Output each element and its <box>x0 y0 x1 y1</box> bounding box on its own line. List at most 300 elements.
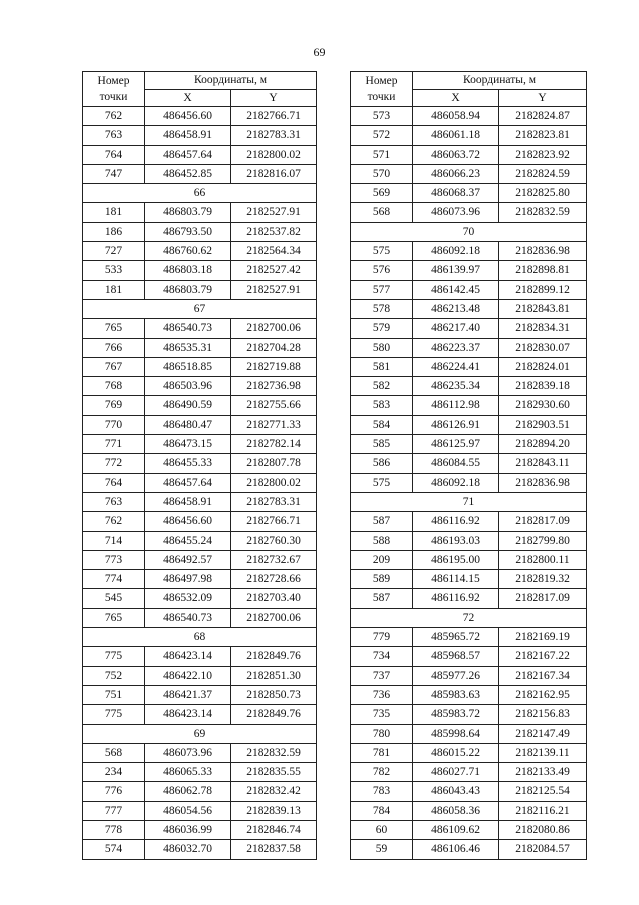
point-number-cell: 586 <box>351 454 413 473</box>
y-coordinate-cell: 2182832.59 <box>231 743 317 762</box>
point-number-cell: 747 <box>83 164 145 183</box>
table-row <box>351 743 587 762</box>
x-coordinate-cell: 486455.24 <box>145 531 231 550</box>
y-coordinate-cell: 2182817.09 <box>499 512 587 531</box>
y-coordinate-cell: 2182817.09 <box>499 589 587 608</box>
point-number-cell: 776 <box>83 782 145 801</box>
point-number-cell: 587 <box>351 589 413 608</box>
y-coordinate-cell: 2182700.06 <box>231 319 317 338</box>
x-coordinate-cell: 486235.34 <box>413 377 499 396</box>
table-row <box>351 840 587 859</box>
x-coordinate-cell: 486193.03 <box>413 531 499 550</box>
y-coordinate-cell: 2182836.98 <box>499 242 587 261</box>
section-row <box>83 299 317 318</box>
table-row <box>351 531 587 550</box>
point-number-cell: 714 <box>83 531 145 550</box>
y-coordinate-cell: 2182899.12 <box>499 280 587 299</box>
point-number-cell: 770 <box>83 415 145 434</box>
y-coordinate-cell: 2182824.01 <box>499 357 587 376</box>
y-coordinate-cell: 2182807.78 <box>231 454 317 473</box>
coordinates-table-right <box>350 71 587 860</box>
y-coordinate-cell: 2182846.74 <box>231 820 317 839</box>
y-coordinate-cell: 2182843.11 <box>499 454 587 473</box>
y-coordinate-cell: 2182084.57 <box>499 840 587 859</box>
table-row <box>83 145 317 164</box>
x-coordinate-cell: 486043.43 <box>413 782 499 801</box>
section-number: 70 <box>351 222 587 241</box>
table-row <box>351 512 587 531</box>
x-coordinate-cell: 486114.15 <box>413 570 499 589</box>
point-number-cell: 584 <box>351 415 413 434</box>
page-number: 69 <box>313 45 326 59</box>
y-coordinate-cell: 2182167.22 <box>499 647 587 666</box>
y-coordinate-cell: 2182169.19 <box>499 628 587 647</box>
table-row <box>351 782 587 801</box>
point-number-cell: 60 <box>351 820 413 839</box>
section-row <box>83 724 317 743</box>
x-coordinate-cell: 486073.96 <box>145 743 231 762</box>
table-row <box>83 743 317 762</box>
y-coordinate-cell: 2182843.81 <box>499 299 587 318</box>
x-coordinate-cell: 486518.85 <box>145 357 231 376</box>
point-number-cell: 766 <box>83 338 145 357</box>
x-coordinate-cell: 486458.91 <box>145 492 231 511</box>
table-row <box>351 377 587 396</box>
point-number-cell: 762 <box>83 512 145 531</box>
x-coordinate-cell: 486065.33 <box>145 763 231 782</box>
section-number: 68 <box>83 628 317 647</box>
y-coordinate-cell: 2182832.42 <box>231 782 317 801</box>
x-coordinate-cell: 486423.14 <box>145 705 231 724</box>
y-coordinate-cell: 2182537.82 <box>231 222 317 241</box>
x-coordinate-cell: 486195.00 <box>413 550 499 569</box>
point-number-cell: 583 <box>351 396 413 415</box>
table-row <box>351 184 587 203</box>
y-coordinate-cell: 2182782.14 <box>231 435 317 454</box>
y-coordinate-cell: 2182732.67 <box>231 550 317 569</box>
section-number: 66 <box>83 184 317 203</box>
x-coordinate-cell: 486455.33 <box>145 454 231 473</box>
point-number-cell: 186 <box>83 222 145 241</box>
y-coordinate-cell: 2182800.02 <box>231 473 317 492</box>
x-coordinate-cell: 486217.40 <box>413 319 499 338</box>
point-number-cell: 737 <box>351 666 413 685</box>
x-coordinate-cell: 486073.96 <box>413 203 499 222</box>
x-coordinate-cell: 486803.79 <box>145 280 231 299</box>
table-row <box>83 377 317 396</box>
table-row <box>351 357 587 376</box>
x-coordinate-cell: 486092.18 <box>413 242 499 261</box>
section-number: 67 <box>83 299 317 318</box>
x-coordinate-cell: 486126.91 <box>413 415 499 434</box>
point-number-cell: 572 <box>351 126 413 145</box>
table-row <box>83 492 317 511</box>
y-coordinate-cell: 2182766.71 <box>231 107 317 126</box>
point-number-cell: 775 <box>83 705 145 724</box>
x-coordinate-cell: 486015.22 <box>413 743 499 762</box>
point-number-cell: 571 <box>351 145 413 164</box>
y-coordinate-cell: 2182930.60 <box>499 396 587 415</box>
table-row <box>351 763 587 782</box>
y-coordinate-cell: 2182800.11 <box>499 550 587 569</box>
section-row <box>351 608 587 627</box>
section-number: 69 <box>83 724 317 743</box>
x-coordinate-cell: 486540.73 <box>145 319 231 338</box>
x-coordinate-cell: 486032.70 <box>145 840 231 859</box>
section-row <box>83 628 317 647</box>
y-coordinate-cell: 2182894.20 <box>499 435 587 454</box>
point-number-cell: 736 <box>351 685 413 704</box>
table-row <box>351 724 587 743</box>
coordinates-header: Координаты, м <box>145 72 317 90</box>
y-coordinate-cell: 2182147.49 <box>499 724 587 743</box>
y-coordinate-cell: 2182824.59 <box>499 164 587 183</box>
table-row <box>83 531 317 550</box>
x-coordinate-cell: 486492.57 <box>145 550 231 569</box>
x-coordinate-cell: 486061.18 <box>413 126 499 145</box>
y-coordinate-cell: 2182719.88 <box>231 357 317 376</box>
point-number-cell: 780 <box>351 724 413 743</box>
point-number-cell: 533 <box>83 261 145 280</box>
table-row <box>351 570 587 589</box>
y-coordinate-cell: 2182760.30 <box>231 531 317 550</box>
table-row <box>83 126 317 145</box>
y-coordinate-cell: 2182080.86 <box>499 820 587 839</box>
table-row <box>351 473 587 492</box>
y-coordinate-cell: 2182704.28 <box>231 338 317 357</box>
point-number-cell: 588 <box>351 531 413 550</box>
y-coordinate-cell: 2182836.98 <box>499 473 587 492</box>
x-coordinate-cell: 486068.37 <box>413 184 499 203</box>
table-row <box>351 705 587 724</box>
table-row <box>83 415 317 434</box>
x-coordinate-cell: 485965.72 <box>413 628 499 647</box>
x-header: X <box>413 89 499 107</box>
point-number-cell: 181 <box>83 203 145 222</box>
table-row <box>83 107 317 126</box>
x-coordinate-cell: 486066.23 <box>413 164 499 183</box>
x-coordinate-cell: 486142.45 <box>413 280 499 299</box>
section-row <box>351 222 587 241</box>
table-row <box>83 550 317 569</box>
y-coordinate-cell: 2182156.83 <box>499 705 587 724</box>
point-number-cell: 585 <box>351 435 413 454</box>
point-number-cell: 764 <box>83 145 145 164</box>
x-coordinate-cell: 486803.18 <box>145 261 231 280</box>
point-number-header: Номер точки <box>83 72 145 107</box>
y-coordinate-cell: 2182167.34 <box>499 666 587 685</box>
y-coordinate-cell: 2182825.80 <box>499 184 587 203</box>
y-header: Y <box>231 89 317 107</box>
table-header-row <box>351 72 587 90</box>
point-number-cell: 181 <box>83 280 145 299</box>
point-number-cell: 545 <box>83 589 145 608</box>
x-coordinate-cell: 486421.37 <box>145 685 231 704</box>
table-row <box>351 319 587 338</box>
table-row <box>83 782 317 801</box>
table-row <box>351 415 587 434</box>
y-coordinate-cell: 2182799.80 <box>499 531 587 550</box>
point-number-cell: 576 <box>351 261 413 280</box>
y-coordinate-cell: 2182527.42 <box>231 261 317 280</box>
table-row <box>351 801 587 820</box>
table-row <box>351 145 587 164</box>
x-coordinate-cell: 485998.64 <box>413 724 499 743</box>
x-coordinate-cell: 486452.85 <box>145 164 231 183</box>
table-header-row <box>83 72 317 90</box>
table-row <box>351 628 587 647</box>
point-number-cell: 574 <box>83 840 145 859</box>
point-number-cell: 764 <box>83 473 145 492</box>
y-coordinate-cell: 2182832.59 <box>499 203 587 222</box>
y-coordinate-cell: 2182849.76 <box>231 705 317 724</box>
y-coordinate-cell: 2182839.18 <box>499 377 587 396</box>
y-coordinate-cell: 2182728.66 <box>231 570 317 589</box>
point-number-cell: 774 <box>83 570 145 589</box>
table-row <box>351 299 587 318</box>
point-number-cell: 575 <box>351 473 413 492</box>
y-coordinate-cell: 2182849.76 <box>231 647 317 666</box>
point-number-cell: 762 <box>83 107 145 126</box>
x-coordinate-cell: 486540.73 <box>145 608 231 627</box>
y-header: Y <box>499 89 587 107</box>
y-coordinate-cell: 2182839.13 <box>231 801 317 820</box>
table-row <box>83 801 317 820</box>
x-coordinate-cell: 486457.64 <box>145 473 231 492</box>
x-coordinate-cell: 486480.47 <box>145 415 231 434</box>
y-coordinate-cell: 2182116.21 <box>499 801 587 820</box>
y-coordinate-cell: 2182837.58 <box>231 840 317 859</box>
x-coordinate-cell: 486084.55 <box>413 454 499 473</box>
y-coordinate-cell: 2182700.06 <box>231 608 317 627</box>
x-coordinate-cell: 486490.59 <box>145 396 231 415</box>
point-number-cell: 569 <box>351 184 413 203</box>
y-coordinate-cell: 2182755.66 <box>231 396 317 415</box>
point-number-cell: 573 <box>351 107 413 126</box>
x-coordinate-cell: 486497.98 <box>145 570 231 589</box>
x-coordinate-cell: 486535.31 <box>145 338 231 357</box>
y-coordinate-cell: 2182139.11 <box>499 743 587 762</box>
table-row <box>83 589 317 608</box>
x-coordinate-cell: 486793.50 <box>145 222 231 241</box>
x-coordinate-cell: 486116.92 <box>413 512 499 531</box>
point-number-cell: 734 <box>351 647 413 666</box>
table-row <box>351 454 587 473</box>
point-number-cell: 765 <box>83 319 145 338</box>
table-row <box>351 107 587 126</box>
point-number-cell: 581 <box>351 357 413 376</box>
point-number-cell: 587 <box>351 512 413 531</box>
point-number-cell: 783 <box>351 782 413 801</box>
point-number-cell: 751 <box>83 685 145 704</box>
table-row <box>83 357 317 376</box>
table-row <box>83 242 317 261</box>
x-coordinate-cell: 486109.62 <box>413 820 499 839</box>
table-row <box>83 435 317 454</box>
coordinates-header: Координаты, м <box>413 72 587 90</box>
table-row <box>351 666 587 685</box>
point-number-cell: 579 <box>351 319 413 338</box>
x-coordinate-cell: 486456.60 <box>145 107 231 126</box>
x-header: X <box>145 89 231 107</box>
point-number-cell: 582 <box>351 377 413 396</box>
point-number-cell: 763 <box>83 126 145 145</box>
x-coordinate-cell: 486092.18 <box>413 473 499 492</box>
y-coordinate-cell: 2182527.91 <box>231 203 317 222</box>
table-row <box>83 164 317 183</box>
point-number-cell: 568 <box>351 203 413 222</box>
table-row <box>351 550 587 569</box>
table-row <box>83 338 317 357</box>
y-coordinate-cell: 2182819.32 <box>499 570 587 589</box>
y-coordinate-cell: 2182783.31 <box>231 492 317 511</box>
table-row <box>351 280 587 299</box>
point-number-cell: 772 <box>83 454 145 473</box>
x-coordinate-cell: 486106.46 <box>413 840 499 859</box>
y-coordinate-cell: 2182564.34 <box>231 242 317 261</box>
table-row <box>351 396 587 415</box>
x-coordinate-cell: 486054.56 <box>145 801 231 820</box>
y-coordinate-cell: 2182903.51 <box>499 415 587 434</box>
point-number-cell: 777 <box>83 801 145 820</box>
table-row <box>83 512 317 531</box>
table-row <box>83 820 317 839</box>
x-coordinate-cell: 486223.37 <box>413 338 499 357</box>
section-number: 72 <box>351 608 587 627</box>
table-row <box>351 647 587 666</box>
y-coordinate-cell: 2182834.31 <box>499 319 587 338</box>
y-coordinate-cell: 2182527.91 <box>231 280 317 299</box>
y-coordinate-cell: 2182703.40 <box>231 589 317 608</box>
table-row <box>83 666 317 685</box>
point-number-cell: 763 <box>83 492 145 511</box>
point-number-cell: 578 <box>351 299 413 318</box>
table-row <box>83 454 317 473</box>
y-coordinate-cell: 2182816.07 <box>231 164 317 183</box>
point-number-cell: 568 <box>83 743 145 762</box>
table-row <box>83 685 317 704</box>
x-coordinate-cell: 486803.79 <box>145 203 231 222</box>
point-number-cell: 575 <box>351 242 413 261</box>
point-number-cell: 784 <box>351 801 413 820</box>
table-row <box>351 242 587 261</box>
y-coordinate-cell: 2182823.81 <box>499 126 587 145</box>
x-coordinate-cell: 486503.96 <box>145 377 231 396</box>
table-row <box>83 705 317 724</box>
point-number-cell: 775 <box>83 647 145 666</box>
table-row <box>351 589 587 608</box>
x-coordinate-cell: 486458.91 <box>145 126 231 145</box>
point-number-cell: 778 <box>83 820 145 839</box>
x-coordinate-cell: 486112.98 <box>413 396 499 415</box>
table-row <box>83 280 317 299</box>
table-row <box>351 126 587 145</box>
point-number-cell: 771 <box>83 435 145 454</box>
x-coordinate-cell: 486422.10 <box>145 666 231 685</box>
y-coordinate-cell: 2182898.81 <box>499 261 587 280</box>
point-number-cell: 580 <box>351 338 413 357</box>
table-row <box>83 840 317 859</box>
point-number-cell: 769 <box>83 396 145 415</box>
y-coordinate-cell: 2182133.49 <box>499 763 587 782</box>
x-coordinate-cell: 486423.14 <box>145 647 231 666</box>
point-number-cell: 727 <box>83 242 145 261</box>
table-row <box>83 763 317 782</box>
y-coordinate-cell: 2182823.92 <box>499 145 587 164</box>
x-coordinate-cell: 485977.26 <box>413 666 499 685</box>
y-coordinate-cell: 2182851.30 <box>231 666 317 685</box>
x-coordinate-cell: 486213.48 <box>413 299 499 318</box>
x-coordinate-cell: 486027.71 <box>413 763 499 782</box>
y-coordinate-cell: 2182835.55 <box>231 763 317 782</box>
point-number-cell: 765 <box>83 608 145 627</box>
x-coordinate-cell: 486532.09 <box>145 589 231 608</box>
table-row <box>83 473 317 492</box>
table-row <box>83 647 317 666</box>
table-row <box>351 338 587 357</box>
x-coordinate-cell: 486058.94 <box>413 107 499 126</box>
point-number-cell: 735 <box>351 705 413 724</box>
table-row <box>351 820 587 839</box>
point-number-cell: 589 <box>351 570 413 589</box>
x-coordinate-cell: 486760.62 <box>145 242 231 261</box>
table-row <box>83 570 317 589</box>
table-row <box>83 319 317 338</box>
y-coordinate-cell: 2182830.07 <box>499 338 587 357</box>
point-number-cell: 577 <box>351 280 413 299</box>
table-row <box>351 203 587 222</box>
table-row <box>83 396 317 415</box>
x-coordinate-cell: 486125.97 <box>413 435 499 454</box>
coordinates-table-right-body <box>351 72 587 860</box>
y-coordinate-cell: 2182771.33 <box>231 415 317 434</box>
x-coordinate-cell: 486116.92 <box>413 589 499 608</box>
point-number-cell: 752 <box>83 666 145 685</box>
point-number-cell: 779 <box>351 628 413 647</box>
point-number-header: Номер точки <box>351 72 413 107</box>
point-number-cell: 773 <box>83 550 145 569</box>
x-coordinate-cell: 486058.36 <box>413 801 499 820</box>
point-number-cell: 768 <box>83 377 145 396</box>
table-row <box>351 164 587 183</box>
point-number-cell: 570 <box>351 164 413 183</box>
table-row <box>351 685 587 704</box>
section-number: 71 <box>351 492 587 511</box>
table-row <box>83 203 317 222</box>
coordinates-table-left <box>82 71 317 860</box>
point-number-cell: 209 <box>351 550 413 569</box>
point-number-cell: 234 <box>83 763 145 782</box>
point-number-cell: 781 <box>351 743 413 762</box>
y-coordinate-cell: 2182162.95 <box>499 685 587 704</box>
x-coordinate-cell: 486063.72 <box>413 145 499 164</box>
table-row <box>351 435 587 454</box>
x-coordinate-cell: 486062.78 <box>145 782 231 801</box>
y-coordinate-cell: 2182736.98 <box>231 377 317 396</box>
x-coordinate-cell: 486036.99 <box>145 820 231 839</box>
x-coordinate-cell: 486139.97 <box>413 261 499 280</box>
table-row <box>83 222 317 241</box>
table-row <box>83 261 317 280</box>
y-coordinate-cell: 2182783.31 <box>231 126 317 145</box>
x-coordinate-cell: 485968.57 <box>413 647 499 666</box>
x-coordinate-cell: 486457.64 <box>145 145 231 164</box>
section-row <box>83 184 317 203</box>
table-row <box>351 261 587 280</box>
y-coordinate-cell: 2182824.87 <box>499 107 587 126</box>
y-coordinate-cell: 2182850.73 <box>231 685 317 704</box>
y-coordinate-cell: 2182125.54 <box>499 782 587 801</box>
